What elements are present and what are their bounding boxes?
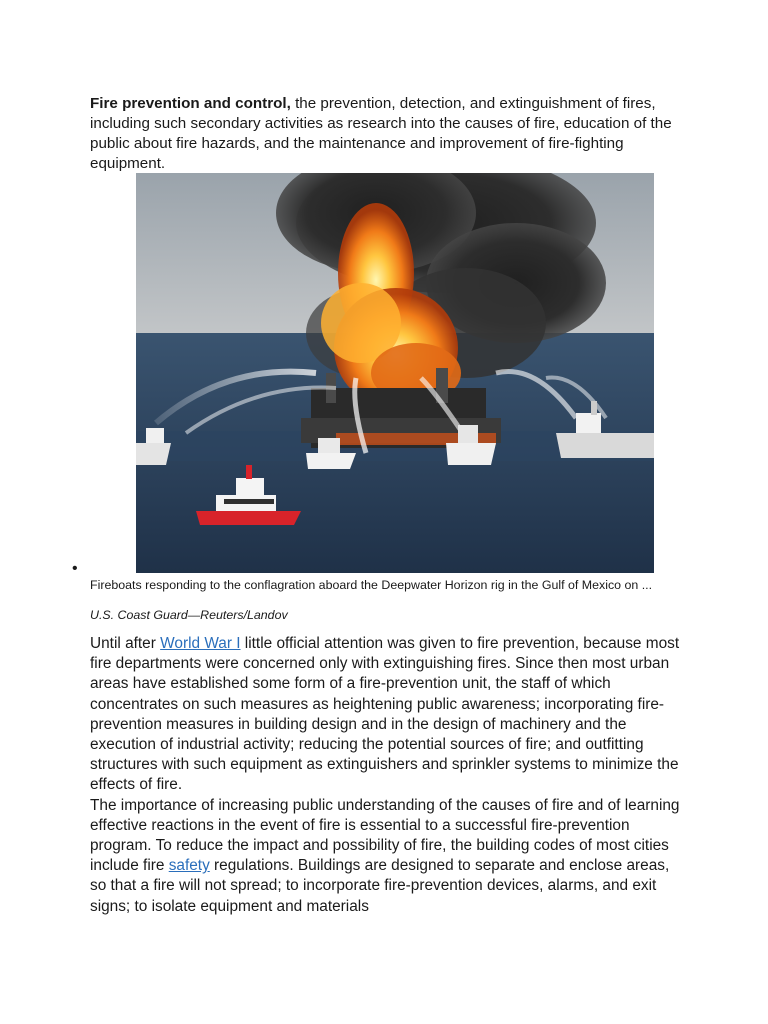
intro-term: Fire prevention and control,: [90, 95, 291, 112]
intro-paragraph: [90, 94, 690, 174]
fireboats-photo: [136, 173, 654, 573]
figure-caption: Fireboats responding to the conflagration aboard the Deepwater Horizon rig in the Gulf of Mexico on ...: [90, 578, 653, 592]
world-war-i-link[interactable]: World War I: [160, 635, 241, 652]
paragraph-2-text-start: The importance of increasing public understanding of the causes of fire and of learning effective reactions in the event of fire is essential to a successful fire-prevention program. To reduce the impact and possibility of fire, the building codes of most cities include fire: [90, 796, 680, 875]
paragraph-2-text-end: regulations. Buildings are designed to separate and enclose areas, so that a fire will not spread; to incorporate fire-prevention devices, alarms, and exit signs; to isolate equipment and materials: [90, 857, 670, 915]
paragraph-1-text-start: Until after: [90, 635, 161, 652]
paragraph-2: [90, 796, 685, 917]
article-body: [90, 634, 685, 917]
list-bullet: •: [72, 560, 78, 577]
paragraph-1-text-end: little official attention was given to fire prevention, because most fire departments were concerned only with extinguishing fires. Since then most urban areas have established some form of a fire-prevention unit, the staff of which concentrates on such measures as heightening public awareness; incorporating fire-prevention measures in building design and in the design of machinery and the execution of industrial activity; reducing the potential sources of fire; and outfitting structures with such equipment as extinguishers and sprinkler systems to minimize the effects of fire.: [90, 635, 680, 794]
photo-credit: U.S. Coast Guard—Reuters/Landov: [90, 608, 288, 622]
intro-definition: the prevention, detection, and extinguishment of fires, including such secondary activities as research into the causes of fire, education of the public about fire hazards, and the maintenance and improvement of fire-fighting equipment.: [90, 95, 672, 172]
paragraph-1: [90, 634, 685, 796]
safety-link[interactable]: safety: [168, 857, 210, 875]
